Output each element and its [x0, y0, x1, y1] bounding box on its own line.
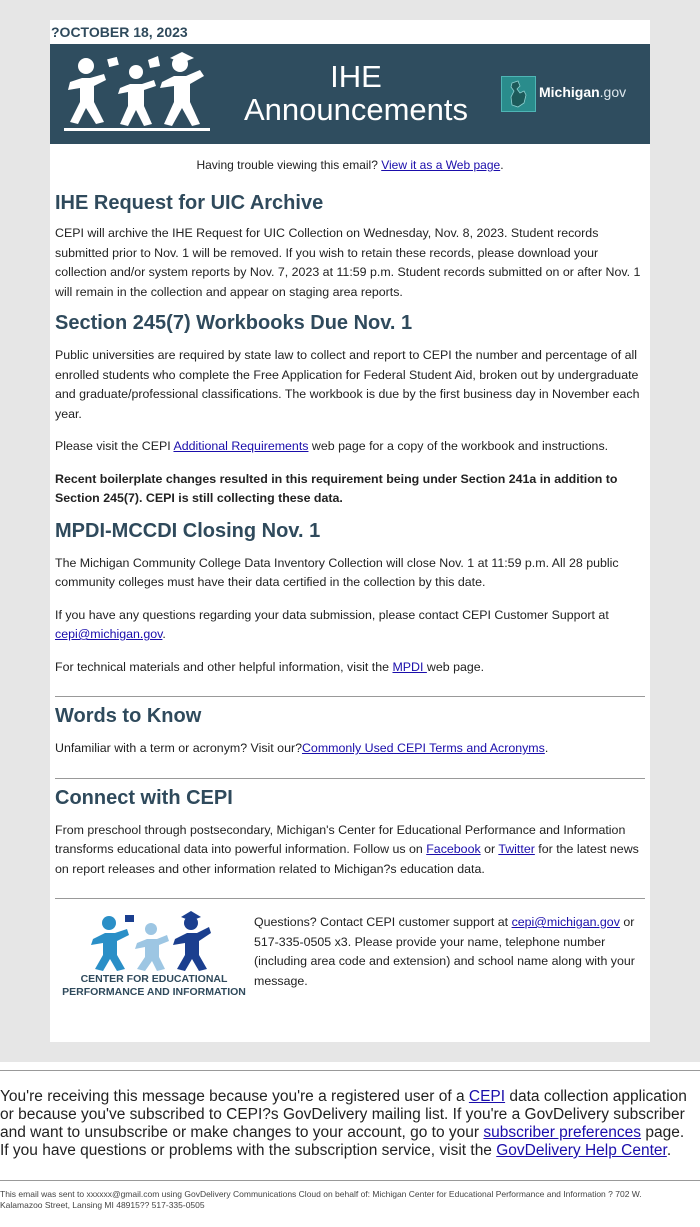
banner-title: [226, 60, 486, 126]
connect-heading: Connect with CEPI: [55, 786, 233, 809]
tech-prefix: For technical materials and other helpful information, visit the: [55, 659, 393, 674]
kids-with-books-icon: [64, 52, 210, 134]
trouble-suffix: .: [500, 158, 504, 172]
michigan-gov-logo[interactable]: [501, 76, 641, 112]
mpdi-heading: MPDI-MCCDI Closing Nov. 1: [55, 519, 321, 542]
trouble-text: Having trouble viewing this email?: [196, 158, 382, 172]
terms-acronyms-link[interactable]: Commonly Used CEPI Terms and Acronyms: [301, 741, 545, 755]
notice-part4: .: [666, 1142, 672, 1159]
visit-prefix: Please visit the CEPI: [55, 439, 174, 453]
footer-email-link[interactable]: cepi@michigan.gov: [511, 915, 620, 929]
govdelivery-help-link[interactable]: GovDelivery Help Center: [496, 1142, 667, 1159]
questions-prefix: If you have any questions regarding your data submission, please contact CEPI Customer Support at: [55, 607, 609, 622]
banner-title-line2: Announcements: [243, 92, 469, 127]
email-container: [50, 20, 650, 1042]
subscriber-preferences-link[interactable]: subscriber preferences: [483, 1124, 642, 1141]
subscription-notice: [0, 1088, 696, 1160]
cepi-logo: [59, 911, 247, 999]
boilerplate-note: Recent boilerplate changes resulted in this requirement being under Section 241a in addition to Section 245(7). CEPI is still collecting these data.: [55, 471, 618, 505]
contact-suffix: or 517-335-0505 x3. Please provide your name, telephone number (including area code and extension) and school name along with your message.: [254, 915, 635, 988]
words-to-know-heading: Words to Know: [55, 705, 202, 727]
contact-footer: [55, 907, 645, 997]
contact-text: [254, 913, 644, 991]
divider: [55, 898, 645, 899]
divider: [55, 778, 645, 779]
workbooks-body: Public universities are required by state law to collect and report to CEPI the number and percentage of all enrolled students who complete the Free Application for Federal Student Aid, broken out by undergraduate and graduate/professional classifications. The workbook is due by the first business day in November each year.: [55, 348, 640, 421]
tech-suffix: web page.: [426, 659, 485, 674]
issue-date: ?OCTOBER 18, 2023: [51, 24, 188, 40]
words-suffix: .: [544, 741, 549, 755]
uic-archive-body: CEPI will archive the IHE Request for UIC Collection on Wednesday, Nov. 8, 2023. Student records submitted prior to Nov. 1 will be removed. If you wish to retain these records, please download your collection and/or system reports by Nov. 7, 2023 at 11:59 p.m. Student records submitted on or after Nov. 1 will remain in the collection and appear on staging area reports.: [55, 226, 641, 299]
michigan-logo-text: Michigan: [539, 84, 600, 100]
trouble-viewing-line: [55, 158, 645, 172]
notice-part1: You're receiving this message because you're a registered user of a: [0, 1088, 469, 1105]
questions-suffix: .: [162, 627, 166, 641]
additional-requirements-link[interactable]: Additional Requirements: [173, 439, 309, 453]
cepi-link[interactable]: CEPI: [468, 1088, 506, 1105]
view-web-page-link[interactable]: View it as a Web page: [381, 158, 501, 172]
legal-footer: [0, 1062, 700, 1227]
connect-body: [55, 821, 645, 880]
header-banner: [50, 44, 650, 144]
notice-part3: page. If you have questions or problems with the subscription service, visit the: [0, 1124, 685, 1159]
cepi-kids-logo-icon: [59, 911, 247, 973]
logo-caption-line1: CENTER FOR EDUCATIONAL: [80, 973, 228, 985]
mpdi-tech-line: [55, 658, 645, 678]
divider: [55, 696, 645, 697]
banner-title-line1: IHE: [330, 59, 382, 94]
logo-caption-line2: PERFORMANCE AND INFORMATION: [62, 986, 246, 998]
notice-part2: data collection application or because you've subscribed to CEPI?s GovDelivery mailing list. If you're a GovDelivery subscriber and want to unsubscribe or make changes to your account, go to your: [0, 1088, 687, 1141]
mpdi-link[interactable]: MPDI: [392, 659, 427, 674]
twitter-link[interactable]: Twitter: [498, 842, 535, 856]
facebook-link[interactable]: Facebook: [426, 842, 481, 856]
workbooks-visit-line: [55, 437, 645, 457]
words-prefix: Unfamiliar with a term or acronym? Visit our?: [55, 741, 302, 755]
mpdi-body: The Michigan Community College Data Inventory Collection will close Nov. 1 at 11:59 p.m. All 28 public community colleges must have their data certified in the collection by this date.: [55, 555, 619, 589]
mpdi-questions-line: [55, 606, 645, 645]
workbooks-heading: Section 245(7) Workbooks Due Nov. 1: [55, 312, 413, 334]
michigan-state-icon: [501, 76, 536, 112]
connect-prefix: From preschool through postsecondary, Michigan's Center for Educational Performance and Information transforms educational data into powerful information. Follow us on: [55, 822, 626, 856]
uic-archive-heading: IHE Request for UIC Archive: [55, 192, 324, 214]
sent-to-notice: This email was sent to xxxxxx@gmail.com using GovDelivery Communications Cloud on behalf of: Michigan Center for Educational Performance and Information ? 702 W. Kalamazoo Street, Lansing MI 48915?? 517-335-0505: [0, 1189, 642, 1210]
michigan-logo-gov: .gov: [599, 84, 627, 100]
visit-suffix: web page for a copy of the workbook and instructions.: [308, 439, 609, 453]
email-content: [50, 158, 650, 997]
cepi-email-link[interactable]: cepi@michigan.gov: [55, 627, 163, 641]
divider: [0, 1180, 700, 1181]
connect-or: or: [480, 842, 499, 856]
divider: [0, 1070, 700, 1071]
contact-prefix: Questions? Contact CEPI customer support at: [254, 915, 512, 929]
connect-suffix: for the latest news on report releases and other information related to Michigan?s education data.: [55, 842, 639, 876]
words-to-know-line: [55, 739, 645, 759]
